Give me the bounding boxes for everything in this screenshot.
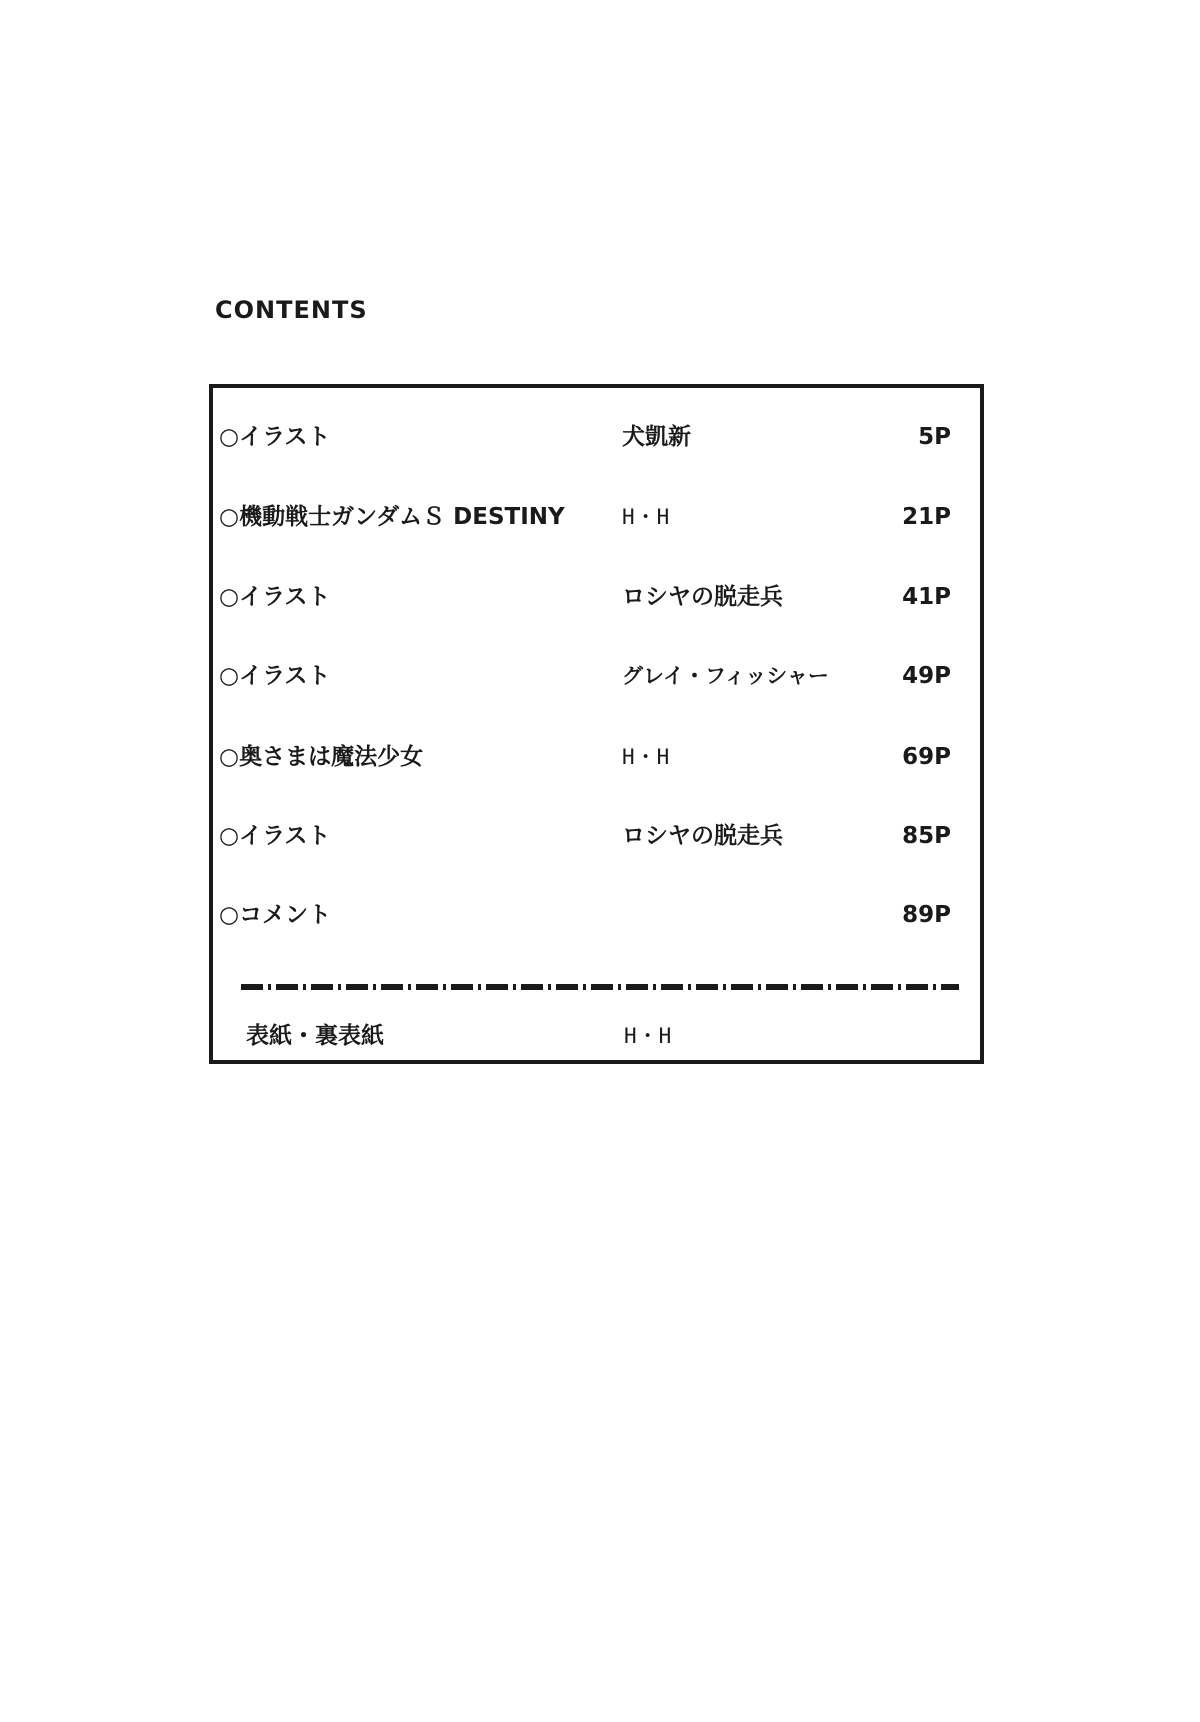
entry-page: 49P [902,663,951,689]
entry-page: 21P [902,504,951,530]
entry-page: 5P [918,424,951,450]
entry-page: 41P [902,584,951,610]
entry-author: 犬凱新 [622,424,691,450]
entry-author: グレイ・フィッシャー [622,664,829,688]
toc-entry [213,816,980,856]
toc-entry [213,417,980,457]
entry-page: 85P [902,823,951,849]
entry-author: ロシヤの脱走兵 [622,584,783,610]
toc-entry [213,895,980,935]
toc-entry [213,577,980,617]
entry-title: ○イラスト [219,663,331,689]
entry-title: ○コメント [219,902,332,928]
entry-title: ○イラスト [219,424,331,450]
cover-title: 表紙・裏表紙 [246,1023,384,1049]
cover-author: H・H [624,1024,672,1048]
entry-author: ロシヤの脱走兵 [622,823,783,849]
toc-entry [213,497,980,537]
entry-title: ○奥さまは魔法少女 [219,744,424,770]
dashed-divider [241,982,959,992]
entry-page: 69P [902,744,951,770]
cover-credit [213,1016,980,1056]
table-of-contents [209,384,984,1064]
entry-title: ○機動戦士ガンダムＳ DESTINY [219,504,565,530]
entry-title: ○イラスト [219,584,331,610]
entry-author: H・H [622,505,670,529]
toc-entry [213,656,980,696]
entry-author: H・H [622,745,670,769]
contents-heading: CONTENTS [215,296,368,324]
entry-page: 89P [902,902,951,928]
toc-entry [213,737,980,777]
entry-title: ○イラスト [219,823,331,849]
